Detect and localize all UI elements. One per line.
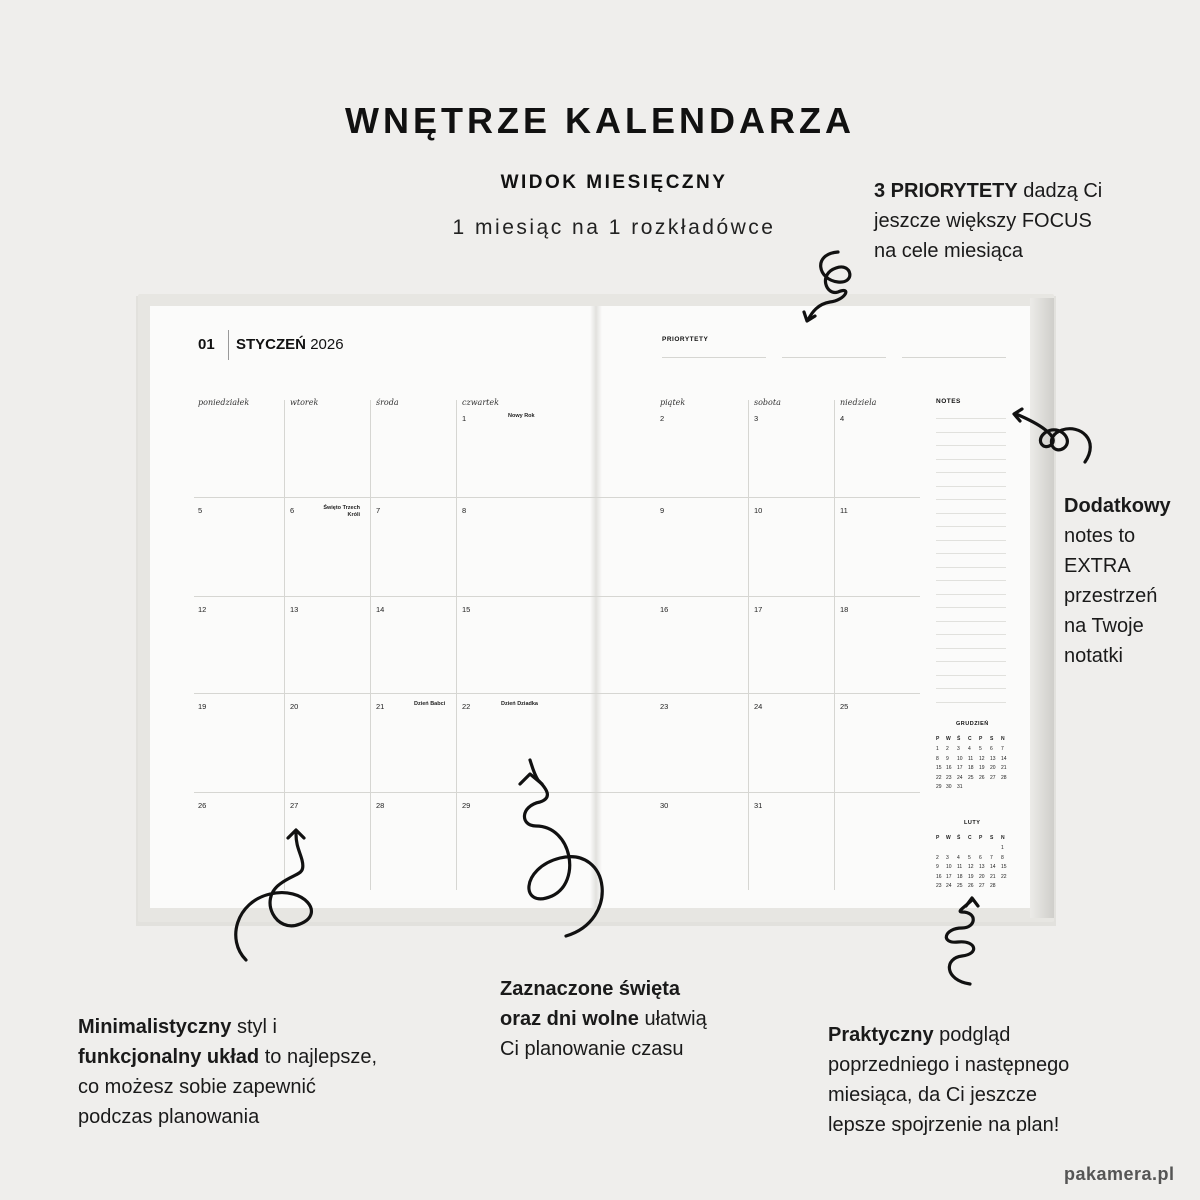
- mini-day: 17: [957, 765, 963, 772]
- mini-weekday: C: [968, 736, 972, 742]
- page-title: WNĘTRZE KALENDARZA: [345, 100, 855, 141]
- mini-day: 16: [946, 765, 952, 772]
- day-number[interactable]: 15: [462, 605, 471, 614]
- mini-day: 6: [979, 854, 982, 861]
- day-number[interactable]: 10: [754, 506, 763, 515]
- mini-day: 30: [946, 784, 952, 791]
- mini-day: 21: [1001, 765, 1007, 772]
- mini-day: 18: [957, 873, 963, 880]
- mini-day: 13: [979, 864, 985, 871]
- mini-weekday: P: [936, 835, 940, 841]
- day-number[interactable]: 16: [660, 605, 669, 614]
- next-month-title: LUTY: [964, 820, 981, 826]
- month-number: 01: [198, 336, 215, 353]
- mini-day: 27: [979, 883, 985, 890]
- mini-day: 8: [936, 755, 939, 762]
- notes-bold: Dodatkowy: [1064, 495, 1171, 517]
- mini-day: 6: [990, 746, 993, 752]
- notes-line6: notatki: [1064, 645, 1123, 667]
- mini-day: 11: [968, 755, 974, 762]
- preview-line2: poprzedniego i następnego: [828, 1054, 1070, 1076]
- mini-day: 3: [957, 746, 960, 752]
- mini-weekday: Ś: [957, 736, 961, 742]
- arrow-priorities: [808, 252, 850, 320]
- mini-day: 8: [1001, 854, 1004, 861]
- minimal-line3: co możesz sobie zapewnić: [78, 1076, 316, 1098]
- minimal-bold2: funkcjonalny układ: [78, 1046, 260, 1068]
- day-number[interactable]: 13: [290, 605, 299, 614]
- day-number[interactable]: 25: [840, 702, 849, 711]
- day-number[interactable]: 4: [840, 414, 845, 423]
- mini-day: 27: [990, 774, 996, 781]
- mini-day: 24: [957, 774, 963, 781]
- mini-day: 28: [1001, 774, 1007, 781]
- section-subline: 1 miesiąc na 1 rozkładówce: [452, 216, 776, 239]
- mini-weekday: S: [990, 835, 994, 841]
- mini-weekday: W: [946, 736, 951, 742]
- weekday-label: poniedziałek: [198, 398, 250, 407]
- notes-line2: notes to: [1064, 525, 1136, 547]
- mini-day: 9: [946, 755, 949, 762]
- mini-weekday: N: [1001, 736, 1005, 742]
- mini-weekday: P: [979, 835, 983, 841]
- mini-day: 21: [990, 873, 996, 880]
- mini-day: 1: [1001, 845, 1004, 851]
- mini-day: 19: [968, 873, 974, 880]
- mini-weekday: C: [968, 835, 972, 841]
- mini-day: 14: [1001, 755, 1007, 762]
- day-number[interactable]: 21: [376, 702, 385, 711]
- mini-day: 9: [936, 864, 939, 871]
- day-number[interactable]: 19: [198, 702, 207, 711]
- day-number[interactable]: 3: [754, 414, 759, 423]
- preview-rest1: podgląd: [933, 1024, 1011, 1046]
- notes-line5: na Twoje: [1064, 615, 1144, 637]
- mini-day: 23: [936, 883, 942, 890]
- weekday-label: sobota: [754, 398, 781, 407]
- mini-day: 1: [936, 746, 939, 752]
- mini-day: 7: [1001, 746, 1004, 752]
- mini-day: 13: [990, 755, 996, 762]
- mini-day: 18: [968, 765, 974, 772]
- holiday-new-year: Nowy Rok: [508, 413, 535, 419]
- mini-weekday: S: [990, 736, 994, 742]
- day-number[interactable]: 27: [290, 801, 299, 810]
- day-number[interactable]: 23: [660, 702, 669, 711]
- notes-label: NOTES: [936, 398, 961, 405]
- month-year: 2026: [310, 336, 344, 353]
- day-number[interactable]: 29: [462, 801, 471, 810]
- weekday-label: piątek: [660, 398, 686, 407]
- mini-day: 2: [936, 854, 939, 861]
- holiday-epiphany: Święto Trzech Króli: [323, 505, 360, 518]
- arrow-notes: [1016, 414, 1090, 462]
- day-number[interactable]: 11: [840, 506, 848, 515]
- preview-line4: lepsze spojrzenie na plan!: [828, 1114, 1060, 1136]
- holidays-bold1: Zaznaczone święta: [500, 978, 681, 1000]
- mini-day: 25: [968, 774, 974, 781]
- day-number[interactable]: 17: [754, 605, 763, 614]
- mini-day: 22: [1001, 873, 1007, 880]
- watermark: pakamera.pl: [1064, 1164, 1175, 1184]
- mini-day: 20: [990, 765, 996, 772]
- mini-day: 26: [968, 883, 974, 890]
- day-number[interactable]: 30: [660, 801, 669, 810]
- mini-weekday: Ś: [957, 835, 961, 841]
- day-number[interactable]: 26: [198, 801, 207, 810]
- mini-day: 26: [979, 774, 985, 781]
- mini-day: 12: [979, 755, 985, 762]
- section-subtitle: WIDOK MIESIĘCZNY: [500, 172, 728, 193]
- mini-day: 19: [979, 765, 985, 772]
- mini-day: 16: [936, 873, 942, 880]
- mini-day: 20: [979, 873, 985, 880]
- day-number[interactable]: 22: [462, 702, 471, 711]
- holidays-line3: Ci planowanie czasu: [500, 1038, 684, 1060]
- minimal-rest1: styl i: [231, 1016, 277, 1038]
- holidays-bold2: oraz dni wolne: [500, 1008, 639, 1030]
- mini-day: 15: [1001, 864, 1007, 871]
- notes-line3: EXTRA: [1064, 555, 1131, 577]
- mini-day: 10: [946, 864, 952, 871]
- mini-day: 25: [957, 883, 963, 890]
- mini-weekday: P: [979, 736, 983, 742]
- holiday-grandpa: Dzień Dziadka: [501, 701, 538, 707]
- mini-day: 5: [968, 854, 971, 861]
- weekday-label: środa: [376, 398, 399, 407]
- day-number[interactable]: 31: [754, 801, 763, 810]
- minimal-rest2: to najlepsze,: [259, 1046, 378, 1068]
- arrow-preview: [946, 900, 973, 984]
- month-name: STYCZEŃ: [236, 336, 307, 353]
- priorities-line2: jeszcze większy FOCUS: [874, 210, 1092, 232]
- day-number[interactable]: 1: [462, 414, 467, 423]
- weekday-label: czwartek: [462, 398, 499, 407]
- notes-line4: przestrzeń: [1064, 585, 1158, 607]
- mini-day: 12: [968, 864, 974, 871]
- mini-day: 28: [990, 883, 996, 890]
- mini-day: 11: [957, 864, 963, 871]
- arrow-minimal: [236, 834, 312, 960]
- mini-day: 14: [990, 864, 996, 871]
- day-number[interactable]: 24: [754, 702, 763, 711]
- mini-day: 31: [957, 784, 963, 791]
- holiday-grandma: Dzień Babci: [414, 701, 446, 707]
- mini-weekday: N: [1001, 835, 1005, 841]
- day-number[interactable]: 14: [376, 605, 385, 614]
- priorities-line3: na cele miesiąca: [874, 240, 1023, 262]
- mini-day: 2: [946, 746, 949, 752]
- day-number[interactable]: 20: [290, 702, 299, 711]
- mini-day: 10: [957, 755, 963, 762]
- day-number[interactable]: 9: [660, 506, 665, 515]
- day-number[interactable]: 7: [376, 506, 381, 515]
- arrow-holidays: [524, 760, 602, 936]
- mini-day: 24: [946, 883, 952, 890]
- day-number[interactable]: 18: [840, 605, 849, 614]
- minimal-bold1: Minimalistyczny: [78, 1016, 232, 1038]
- priorities-bold: 3 PRIORYTETY: [874, 180, 1018, 202]
- weekday-label: niedziela: [840, 398, 877, 407]
- mini-day: 15: [936, 765, 942, 772]
- mini-day: 3: [946, 854, 949, 861]
- preview-line3: miesiąca, da Ci jeszcze: [828, 1084, 1037, 1106]
- mini-day: 17: [946, 873, 952, 880]
- holidays-rest2: ułatwią: [638, 1008, 707, 1030]
- minimal-line4: podczas planowania: [78, 1106, 260, 1128]
- mini-day: 5: [979, 746, 982, 752]
- day-number[interactable]: 28: [376, 801, 385, 810]
- preview-bold1: Praktyczny: [828, 1024, 934, 1046]
- weekday-label: wtorek: [290, 398, 319, 407]
- mini-day: 23: [946, 774, 952, 781]
- mini-day: 7: [990, 854, 993, 861]
- day-number[interactable]: 2: [660, 414, 665, 423]
- mini-day: 4: [968, 746, 971, 752]
- day-number[interactable]: 6: [290, 506, 295, 515]
- day-number[interactable]: 5: [198, 506, 203, 515]
- day-number[interactable]: 12: [198, 605, 207, 614]
- prev-month-title: GRUDZIEŃ: [956, 721, 989, 727]
- mini-weekday: P: [936, 736, 940, 742]
- mini-day: 29: [936, 784, 942, 791]
- day-number[interactable]: 8: [462, 506, 467, 515]
- priorities-rest: dadzą Ci: [1017, 180, 1103, 202]
- mini-weekday: W: [946, 835, 951, 841]
- priorities-label: PRIORYTETY: [662, 336, 709, 343]
- mini-day: 4: [957, 854, 960, 861]
- mini-day: 22: [936, 774, 942, 781]
